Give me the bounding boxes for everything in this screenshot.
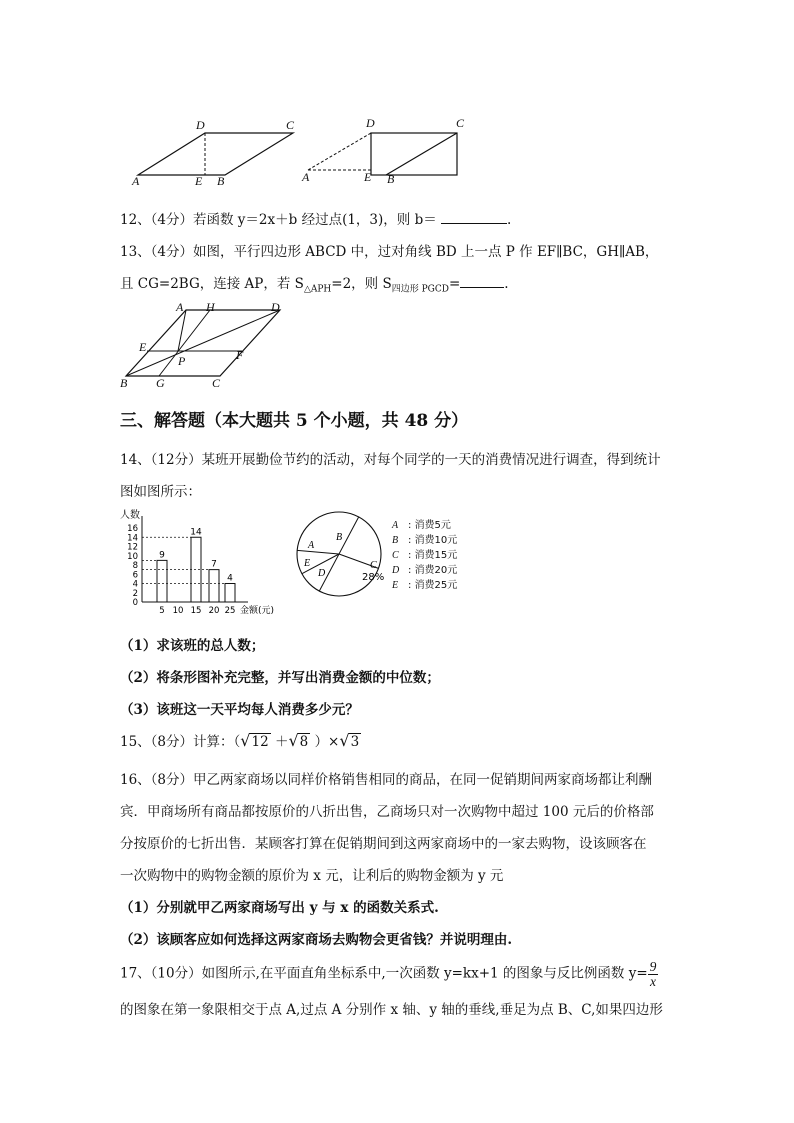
question-14-line1: 14、（12分）某班开展勤俭节约的活动，对每个同学的一天的消费情况进行调查，得到统计 xyxy=(120,452,661,468)
question-17-line2: 的图象在第一象限相交于点 A,过点 A 分别作 x 轴、y 轴的垂线,垂足为点 B、C,如果四边形 xyxy=(120,1002,663,1018)
pie-slice-label: E xyxy=(304,558,311,569)
pie-percent-label: 28% xyxy=(362,572,385,583)
y-tick-label: 8 xyxy=(132,561,138,571)
q13-label-C: C xyxy=(212,376,221,390)
bar xyxy=(209,570,219,602)
y-tick-label: 10 xyxy=(127,551,138,562)
q13-label-P: P xyxy=(178,354,186,368)
legend-item-E: E : 消费25元 xyxy=(392,580,458,591)
fig2-label-D: D xyxy=(366,116,375,130)
question-16-sub2: （2）该顾客应如何选择这两家商场去购物会更省钱？并说明理由. xyxy=(120,932,513,948)
q13-label-G: G xyxy=(156,376,165,390)
section-heading: 三、解答题（本大题共 5 个小题，共 48 分） xyxy=(120,411,469,431)
bar xyxy=(157,560,167,602)
fig2-label-A: A xyxy=(302,170,310,184)
question-16-line3: 分按原价的七折出售．某顾客打算在促销期间到这两家商场中的一家去购物，设该顾客在 xyxy=(120,836,647,852)
question-14-sub1: （1）求该班的总人数； xyxy=(120,638,265,654)
x-tick-label: 25 xyxy=(224,606,236,616)
q13-label-H: H xyxy=(206,300,215,314)
pie-slice-label: A xyxy=(308,540,315,551)
x-axis-label: 金额(元) xyxy=(240,606,275,616)
pie-slice-label: B xyxy=(336,532,343,543)
pie-slice-label: C xyxy=(370,560,377,571)
fig-label-D: D xyxy=(196,118,205,132)
q13-label-A: A xyxy=(176,300,184,314)
bar xyxy=(225,584,235,603)
x-tick-label: 5 xyxy=(159,606,165,616)
data-label: 7 xyxy=(211,559,217,570)
y-tick-label: 16 xyxy=(127,524,138,534)
y-tick-label: 14 xyxy=(127,533,138,544)
data-label: 4 xyxy=(227,573,233,584)
question-16-line4: 一次购物中的购物金额的原价为 x 元，让利后的购物金额为 y 元 xyxy=(120,868,504,884)
question-14-sub3: （3）该班这一天平均每人消费多少元？ xyxy=(120,702,359,718)
answer-blank[interactable] xyxy=(460,275,504,288)
question-16-line2: 宾．甲商场所有商品都按原价的八折出售，乙商场只对一次购物中超过 100 元后的价格部 xyxy=(120,804,654,820)
q13-label-B: B xyxy=(120,376,128,390)
fig-label-B: B xyxy=(217,174,225,188)
data-label: 14 xyxy=(190,527,202,538)
y-tick-label: 6 xyxy=(132,570,138,581)
fraction: $\frac{9}{x}$ xyxy=(649,959,657,989)
rectangle-figure xyxy=(300,115,470,195)
question-15: 15、（8分）计算：（√12 ＋√8 ）×√3 xyxy=(120,731,360,750)
question-13-line1: 13、（4分）如图，平行四边形 ABCD 中，过对角线 BD 上一点 P 作 EF∥BC，GH∥AB， xyxy=(120,244,659,260)
y-tick-label: 4 xyxy=(132,579,138,590)
answer-blank[interactable] xyxy=(441,211,507,224)
question-16-line1: 16、（8分）甲乙两家商场以同样价格销售相同的商品，在同一促销期间两家商场都让利酬 xyxy=(120,772,653,788)
x-tick-label: 20 xyxy=(208,606,220,616)
y-axis-label: 人数 xyxy=(120,510,140,521)
q13-label-D: D xyxy=(271,300,280,314)
parallelogram-figure xyxy=(125,115,305,195)
question-16-sub1: （1）分别就甲乙两家商场写出 y 与 x 的函数关系式. xyxy=(120,900,439,916)
pie-chart xyxy=(284,508,394,604)
question-17-line1: 17、（10分）如图所示,在平面直角坐标系中,一次函数 y=kx+1 的图象与反比例函数 y= $\frac{9}{x}$ xyxy=(120,959,657,989)
y-tick-label: 12 xyxy=(127,542,138,553)
x-tick-label: 15 xyxy=(190,606,202,616)
pie-legend xyxy=(392,516,457,591)
question-14-line2: 图如图所示： xyxy=(120,484,201,500)
legend-item-A: A : 消费5元 xyxy=(392,520,451,531)
legend-item-D: D : 消费20元 xyxy=(392,565,458,576)
y-tick-label: 2 xyxy=(132,588,138,599)
legend-item-C: C : 消费15元 xyxy=(392,550,458,561)
fig2-label-C: C xyxy=(456,116,465,130)
q13-label-F: F xyxy=(236,348,244,362)
bar-chart xyxy=(118,506,288,618)
question-12: 12、（4分）若函数 y＝2x＋b 经过点(1，3)，则 b＝ . xyxy=(120,212,512,228)
pie-slice-label: D xyxy=(318,568,326,579)
question-14-sub2: （2）将条形图补充完整，并写出消费金额的中位数； xyxy=(120,670,440,686)
fig-label-E: E xyxy=(195,174,203,188)
legend-item-B: B : 消费10元 xyxy=(392,535,458,546)
fig-label-C: C xyxy=(286,118,295,132)
x-tick-label: 10 xyxy=(172,606,184,616)
fig2-label-E: E xyxy=(364,170,372,184)
fig-label-A: A xyxy=(132,174,140,188)
data-label: 9 xyxy=(159,550,165,561)
fig2-label-B: B xyxy=(387,172,395,186)
y-tick-label: 0 xyxy=(132,598,138,608)
q13-label-E: E xyxy=(139,340,147,354)
question-13-line2: 且 CG=2BG，连接 AP，若 $S_{\triangle APH}=2$，则 $S_{四边形 PGCD}=$ . xyxy=(120,276,509,295)
